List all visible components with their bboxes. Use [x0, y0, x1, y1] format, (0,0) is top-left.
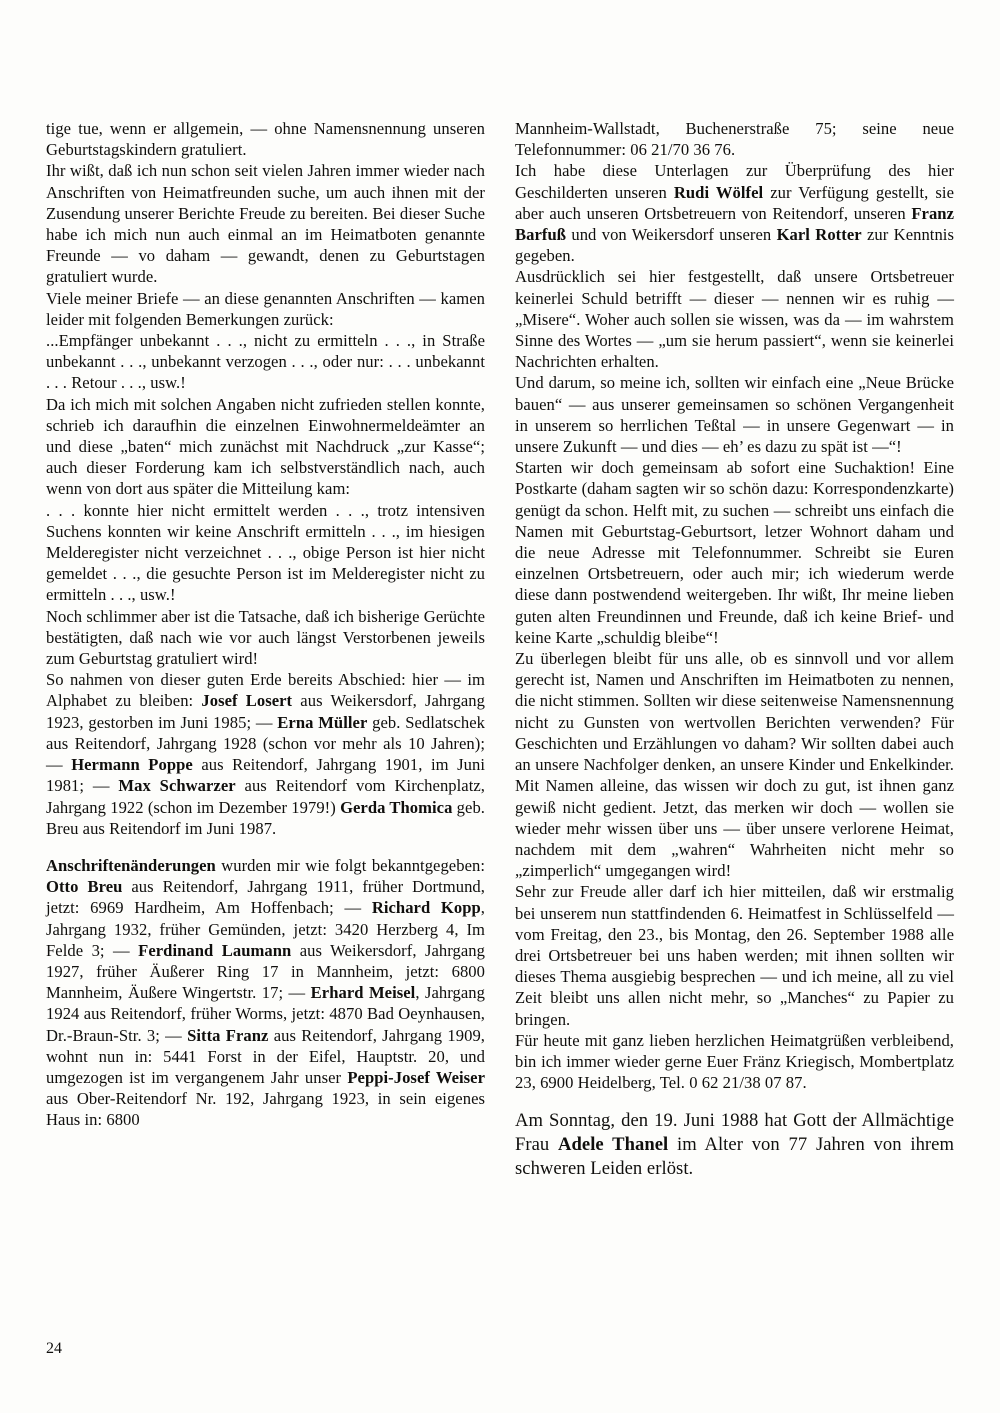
person-name: Otto Breu	[46, 877, 123, 897]
person-name: Gerda Thomica	[340, 797, 453, 817]
text-run: Noch schlimmer aber ist die Tatsache, daß ich bisherige Gerüchte bestätigten, daß nach wie vor auch längst Verstorbenen jeweils zum Geburtstag gratuliert wird!	[46, 606, 485, 669]
text-run: Sehr zur Freude aller darf ich hier mitteilen, daß wir erstmalig bei unserem nun stattfindenden 6. Heimatfest in Schlüsselfeld — vom Freitag, den 23., bis Montag, den 26. September 1988 alle drei Ortsbetreuer bei uns haben werden; mit ihnen sollten wir dieses Thema ausgiebig besprechen — und ich meine, all zu viel Zeit bleibt uns allen nicht mehr, so „Manches“ zu Papier zu bringen.	[515, 882, 954, 1029]
paragraph	[515, 160, 954, 266]
person-name: Richard Kopp	[371, 898, 481, 918]
person-name: Erhard Meisel	[310, 983, 416, 1003]
text-run: . . . konnte hier nicht ermittelt werden . . ., trotz intensiven Suchens konnten wir keine Anschrift ermitteln . . ., im hiesigen Melderegister nicht verzeichnet . . ., obige Person ist hier nicht gemeldet . . ., die gesuchte Person ist im Melderegister nicht zu ermitteln . . ., usw.!	[46, 500, 485, 605]
person-name: Rudi Wölfel	[673, 182, 764, 202]
text-run: Für heute mit ganz lieben herzlichen Heimatgrüßen verbleibend, bin ich immer wieder gerne Euer Fränz Kriegisch, Mombertplatz 23, 6900 Heidelberg, Tel. 0 62 21/38 07 87.	[515, 1030, 954, 1093]
text-run: Ich habe diese Unterlagen zur Überprüfung des hier Geschilderten unseren	[515, 161, 954, 202]
paragraph	[515, 1030, 954, 1094]
person-name: Max Schwarzer	[118, 776, 236, 796]
paragraph	[46, 855, 485, 1131]
text-run: Viele meiner Briefe — an diese genannten Anschriften — kamen leider mit folgenden Bemerkungen zurück:	[46, 288, 485, 329]
text-run: Zu überlegen bleibt für uns alle, ob es sinnvoll und vor allem gerecht ist, Namen und Anschriften im Heimatboten zu nennen, die nicht stimmen. Sollten wir diese seitenweise Namensnennung nicht zu Gunsten von wertvollen Berichten verwenden? Für Geschichten und Erzählungen vo daham? Wir sollten dabei auch an unsere Nachfolger denken, an unsere Kinder und Enkelkinder. Mit Namen alleine, das wissen wir doch zu gut, ist ihnen ganz gewiß nicht gedient. Jetzt, das merken wir doch — wollen sie wieder mehr wissen über uns — über unsere verlorene Heimat, nachdem mit dem „wahren“ Wahrheiten nicht mehr so „zimperlich“ umgegangen wird!	[515, 649, 954, 881]
text-run: zur Kenntnis gegeben.	[515, 225, 954, 266]
text-run: Da ich mich mit solchen Angaben nicht zufrieden stellen konnte, schrieb ich daraufhin die einzelnen Einwohnermeldeämter an und diese „baten“ mich zunächst mit Nachdruck „zur Kasse“; auch dieser Forderung kam ich selbstverständlich nach, auch wenn von dort aus später die Mitteilung kam:	[46, 394, 485, 499]
text-run: Am Sonntag, den 19. Juni 1988 hat Gott der Allmächtige Frau	[515, 1110, 954, 1156]
person-name: Anschriftenänderungen	[46, 855, 216, 875]
person-name: Franz Barfuß	[515, 203, 954, 245]
person-name: Josef Losert	[201, 691, 293, 711]
paragraph	[46, 330, 485, 394]
text-run: aus Reitendorf, Jahrgang 1911, früher Dortmund, jetzt: 6969 Hardheim, Am Hoffenbach; —	[46, 877, 485, 918]
text-run: , Jahrgang 1924 aus Reitendorf, früher Worms, jetzt: 4870 Bad Oeynhausen, Dr.-Braun-Str. 3; —	[46, 983, 485, 1045]
person-name: Sitta Franz	[187, 1025, 269, 1045]
text-run: und von Weikersdorf unseren	[566, 225, 777, 245]
person-name: Ferdinand Laumann	[138, 940, 292, 960]
paragraph	[515, 457, 954, 648]
text-run: aus Reitendorf vom Kirchenplatz, Jahrgang 1922 (schon im Dezember 1979!)	[46, 776, 485, 817]
text-run: aus Weikersdorf, Jahrgang 1927, früher Äußerer Ring 17 in Mannheim, jetzt: 6800 Mannheim, Äußere Wingertstr. 17; —	[46, 940, 485, 1003]
right-column	[515, 118, 954, 1181]
person-name: Karl Rotter	[776, 225, 862, 245]
text-run: ...Empfänger unbekannt . . ., nicht zu ermitteln . . ., in Straße unbekannt . . ., unbekannt verzogen . . ., oder nur: . . . unbekannt . . . Retour . . ., usw.!	[46, 331, 485, 393]
paragraph	[515, 648, 954, 881]
paragraph	[46, 394, 485, 500]
paragraph	[46, 118, 485, 160]
paragraph	[46, 669, 485, 839]
left-column	[46, 118, 485, 1131]
text-run: aus Reitendorf, Jahrgang 1909, wohnt nun in: 5441 Forst in der Eifel, Hauptstr. 20, und umgezogen ist im vergangenem Jahr unser	[46, 1025, 486, 1087]
text-run: wurden mir wie folgt bekanntgegeben:	[215, 855, 485, 875]
text-run: Ausdrücklich sei hier festgestellt, daß unsere Ortsbetreuer keinerlei Schuld betrifft — dieser — nennen wir es ruhig — „Misere“. Woher auch sollen sie wissen, was da — im wahrstem Sinne des Wortes — „um sie herum passiert“, wenn sie keinerlei Nachrichten erhalten.	[515, 267, 954, 372]
text-run: So nahmen von dieser guten Erde bereits Abschied: hier — im Alphabet zu bleiben:	[46, 670, 485, 711]
text-run: aus Weikersdorf, Jahrgang 1923, gestorben im Juni 1985; —	[46, 691, 485, 732]
text-columns	[46, 118, 954, 1181]
text-run: Starten wir doch gemeinsam ab sofort eine Suchaktion! Eine Postkarte (daham sagten wir so schön dazu: Korrespondenzkarte) genügt da schon. Helft mit, zu suchen — schreibt uns einfach die Namen mit Geburtstag-Geburtsort, letzer Wohnort daham und die neue Adresse mit Telefonnummer. Schreibt sie Euren einzelnen Ortsbetreuern, oder auch mir; ich wiederum werde diese dann postwendend weitergeben. Ihr wißt, Ihr meine lieben guten alten Freundinnen und Freunde, daß ich keine Brief- und keine Karte „schuldig bleibe“!	[515, 458, 954, 647]
text-run: aus Ober-Reitendorf Nr. 192, Jahrgang 1923, in sein eigenes Haus in: 6800	[46, 1089, 485, 1130]
text-run: geb. Breu aus Reitendorf im Juni 1987.	[46, 797, 485, 838]
person-name: Peppi-Josef Weiser	[347, 1067, 485, 1087]
page-number: 24	[46, 1340, 62, 1357]
paragraph	[515, 266, 954, 372]
text-run: aus Reitendorf, Jahrgang 1901, im Juni 1981; —	[46, 755, 485, 796]
text-run: geb. Sedlatschek aus Reitendorf, Jahrgang 1928 (schon vor mehr als 10 Jahren); —	[46, 712, 485, 775]
paragraph	[46, 500, 485, 606]
person-name: Adele Thanel	[558, 1134, 669, 1156]
paragraph	[46, 160, 485, 287]
text-run: Ihr wißt, daß ich nun schon seit vielen Jahren immer wieder nach Anschriften von Heimatfreunden suche, um auch ihnen mit der Zusendung unserer Berichte Freude zu bereiten. Bei dieser Suche habe ich mich nun auch einmal an im Heimatboten genannte Freunde — vo daham — gewandt, denen zu Geburtstagen gratuliert wurde.	[46, 161, 485, 287]
text-run: im Alter von 77 Jahren von ihrem schweren Leiden erlöst.	[515, 1134, 954, 1180]
person-name: Erna Müller	[277, 712, 368, 732]
paragraph	[515, 118, 954, 160]
paragraph	[46, 606, 485, 670]
paragraph	[515, 1109, 954, 1181]
paragraph	[515, 881, 954, 1029]
text-run: Und darum, so meine ich, sollten wir einfach eine „Neue Brücke bauen“ — aus unserer gemeinsamen so schönen Vergangenheit in unserem so herrlichen Teßtal — in unsere Gegenwart — in unsere Zukunft — und dies — eh’ es dazu zu spät ist —“!	[515, 373, 954, 457]
person-name: Hermann Poppe	[71, 755, 193, 775]
text-run: tige tue, wenn er allgemein, — ohne Namensnennung unseren Geburtstagskindern gratuliert.	[46, 119, 485, 160]
paragraph	[515, 372, 954, 457]
text-run: , Jahrgang 1932, früher Gemünden, jetzt: 3420 Herzberg 4, Im Felde 3; —	[46, 898, 485, 960]
paragraph	[46, 288, 485, 330]
text-run: Mannheim-Wallstadt, Buchenerstraße 75; seine neue Telefonnummer: 06 21/70 36 76.	[515, 119, 954, 160]
text-run: zur Verfügung gestellt, sie aber auch unseren Ortsbetreuern von Reitendorf, unseren	[515, 182, 955, 223]
